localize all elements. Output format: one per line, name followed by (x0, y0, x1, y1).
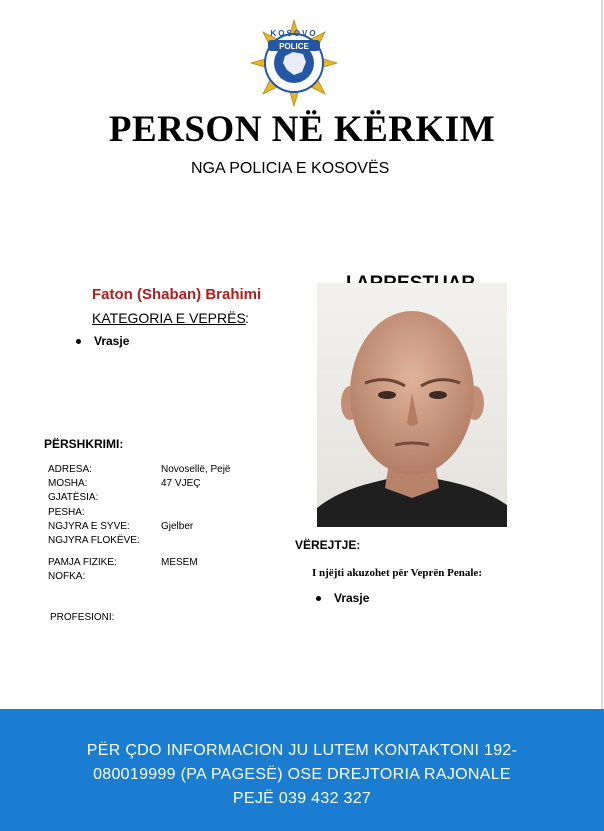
offence-text: Vrasje (334, 591, 370, 605)
charge-text: I njëjti akuzohet për Veprën Penale: (312, 567, 482, 579)
suspect-photo (317, 283, 507, 527)
field-label-height: GJATËSIA: (48, 492, 99, 503)
kosovo-police-logo (249, 18, 339, 118)
field-label-profession: PROFESIONI: (50, 612, 115, 623)
footer-line: 080019999 (PA PAGESË) OSE DREJTORIA RAJONALE (93, 766, 511, 783)
logo-band-text: POLICE (279, 42, 309, 51)
field-value-age: 47 VJEÇ (161, 478, 201, 489)
bullet-icon (76, 339, 81, 344)
description-heading: PËRSHKRIMI: (44, 437, 124, 451)
field-value-address: Novosellë, Pejë (161, 464, 231, 475)
field-label-build: PAMJA FIZIKE: (48, 557, 117, 568)
field-label-hair-color: NGJYRA FLOKËVE: (48, 535, 140, 546)
field-label-age: MOSHA: (48, 478, 88, 489)
list-item (316, 591, 369, 605)
field-value-eye-color: Gjelber (161, 521, 194, 532)
bullet-icon (316, 596, 321, 601)
logo-top-text: KOSOVO (270, 29, 318, 38)
field-label-eye-color: NGJYRA E SYVE: (48, 521, 130, 532)
category-label: KATEGORIA E VEPRËS (92, 310, 246, 326)
field-label-nickname: NOFKA: (48, 571, 86, 582)
category-colon: : (245, 310, 249, 326)
footer-line: PËR ÇDO INFORMACION JU LUTEM KONTAKTONI 192- (86, 742, 518, 759)
field-label-address: ADRESA: (48, 464, 92, 475)
field-value-build: MESEM (161, 557, 198, 568)
offence-text: Vrasje (94, 334, 130, 348)
person-name: Faton (Shaban) Brahimi (92, 286, 262, 303)
list-item (76, 334, 129, 348)
page-title: PERSON NË KËRKIM (108, 109, 496, 150)
page-subtitle: NGA POLICIA E KOSOVËS (191, 160, 390, 177)
contact-footer (0, 709, 604, 831)
notes-heading: VËREJTJE: (295, 538, 361, 552)
footer-line: PEJË 039 432 327 (232, 790, 372, 807)
field-label-weight: PESHA: (48, 507, 85, 518)
footer-text (40, 739, 564, 811)
